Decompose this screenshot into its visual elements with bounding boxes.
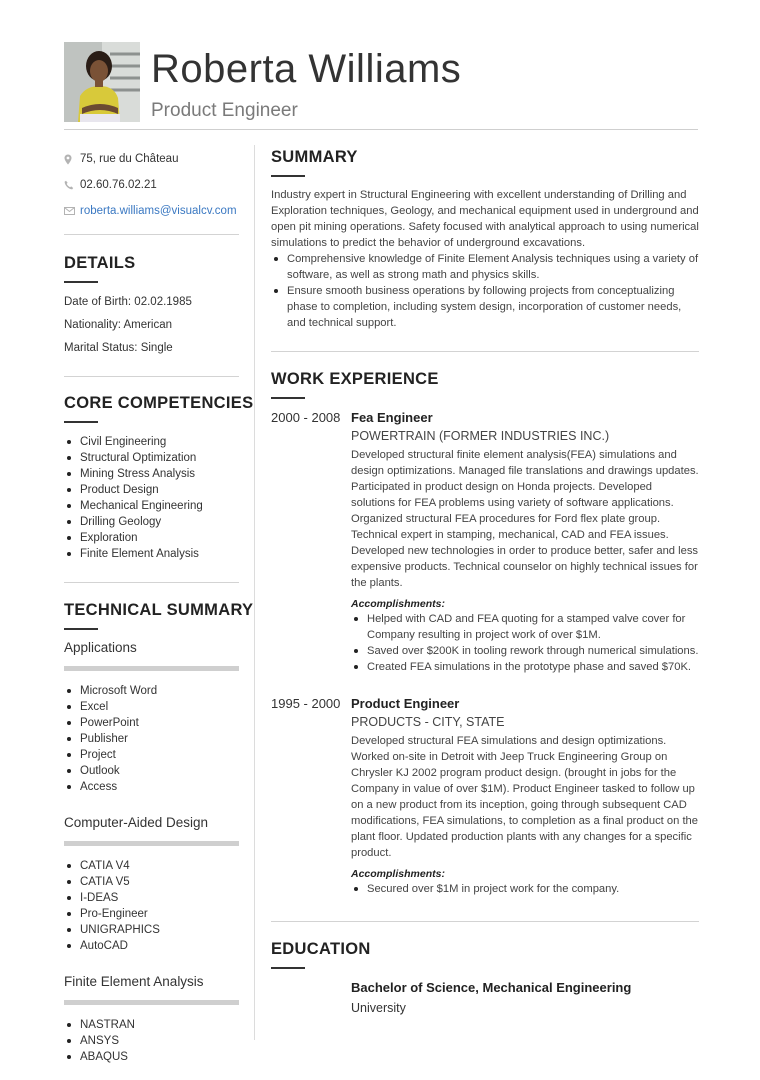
heading-underline (64, 421, 98, 423)
list-item: AutoCAD (64, 938, 239, 954)
job-description: Developed structural FEA simulations and design optimizations. Worked on-site in Detroit with Jeep Truck Engineering Group on Chrysler KJ 2002 program product design. (brought in jobs for the Company in value of over $1M). Product Engineer tasked to follow up on a new product from its inception, going through subsequent CAD modifications, FEA simulations, to completion as a final product on the plant floor. Updated production plants with any changes for a specific product. (351, 735, 698, 859)
job-entry (271, 410, 699, 675)
column-divider (254, 145, 255, 1040)
details-heading: DETAILS (64, 254, 136, 272)
phone-icon (64, 180, 80, 190)
detail-line: Date of Birth: 02.02.1985 (64, 296, 192, 308)
skill-bar (64, 841, 239, 846)
skill-group-title: Applications (64, 640, 137, 655)
details-list (64, 291, 239, 360)
list-item: Saved over $200K in tooling rework through numerical simulations. (351, 643, 699, 659)
accomplishments-label: Accomplishments: (351, 868, 445, 880)
left-divider (64, 582, 239, 583)
list-item: Drilling Geology (64, 514, 239, 530)
accomplishment-list (351, 881, 699, 897)
summary-text: Industry expert in Structural Engineering with excellent understanding of Drilling and Exploration techniques, Geology, and mechanical equipment used in underground and open pit mining operations. Safety focused with analytical approach to using numerical simulations to predict the behavior of underground excavations. (271, 189, 699, 249)
list-item: Finite Element Analysis (64, 546, 239, 562)
list-item: Microsoft Word (64, 683, 239, 699)
accomplishments-label: Accomplishments: (351, 598, 445, 610)
job-dates: 2000 - 2008 (271, 410, 341, 425)
work-experience-section (271, 370, 699, 897)
list-item: Publisher (64, 731, 239, 747)
accomplishment-list (351, 611, 699, 675)
summary-bullets (271, 251, 699, 331)
list-item: Access (64, 779, 239, 795)
job-company: POWERTRAIN (FORMER INDUSTRIES INC.) (351, 429, 610, 443)
list-item: Product Design (64, 482, 239, 498)
list-item: Comprehensive knowledge of Finite Element Analysis techniques using a variety of software, as well as strong math and physics skills. (271, 251, 699, 283)
right-column (271, 148, 699, 1015)
list-item: CATIA V4 (64, 858, 239, 874)
email-link[interactable]: roberta.williams@visualcv.com (80, 205, 237, 217)
contact-phone (64, 172, 239, 198)
job-title: Fea Engineer (351, 410, 433, 425)
list-item: Outlook (64, 763, 239, 779)
contact-address (64, 146, 239, 172)
competency-list (64, 434, 239, 562)
list-item: PowerPoint (64, 715, 239, 731)
job-dates: 1995 - 2000 (271, 696, 341, 711)
skill-group-title: Finite Element Analysis (64, 974, 204, 989)
left-divider (64, 234, 239, 235)
job-company: PRODUCTS - CITY, STATE (351, 715, 505, 729)
job-body (351, 410, 699, 675)
heading-underline (64, 281, 98, 283)
job-body (351, 696, 699, 897)
technical-summary-heading: TECHNICAL SUMMARY (64, 601, 254, 619)
list-item: Created FEA simulations in the prototype phase and saved $70K. (351, 659, 699, 675)
address-text: 75, rue du Château (80, 153, 179, 165)
technical-summary-section (64, 601, 254, 1065)
education-section (271, 940, 699, 1015)
job-title: Product Engineer (351, 696, 460, 711)
education-entry (351, 980, 699, 1015)
list-item: Excel (64, 699, 239, 715)
list-item: UNIGRAPHICS (64, 922, 239, 938)
list-item: Exploration (64, 530, 239, 546)
list-item: Civil Engineering (64, 434, 239, 450)
envelope-icon (64, 207, 80, 215)
skill-bar (64, 666, 239, 671)
right-divider (271, 351, 699, 352)
skill-list (64, 858, 239, 954)
list-item: Mechanical Engineering (64, 498, 239, 514)
details-section (64, 254, 239, 360)
left-column (64, 150, 254, 1065)
list-item: Secured over $1M in project work for the company. (351, 881, 699, 897)
summary-heading: SUMMARY (271, 148, 358, 166)
education-heading: EDUCATION (271, 940, 371, 958)
location-pin-icon (64, 154, 80, 165)
candidate-name: Roberta Williams (151, 47, 462, 91)
contact-email[interactable] (64, 198, 239, 224)
detail-line: Nationality: American (64, 319, 173, 331)
heading-underline (64, 628, 98, 630)
header-divider (64, 129, 698, 130)
profile-photo (64, 42, 140, 122)
skill-group-title: Computer-Aided Design (64, 815, 209, 830)
skill-list (64, 683, 239, 795)
job-description: Developed structural finite element analysis(FEA) simulations and design optimizations. Managed file translations and drawings updates. Participated in product design on Honda projects. Developed solutions for FEA problems using variety of software applications. Organized structural FEA procedures for Ford flex plate group. Technical expert in stamping, mechanical, CAD and FEA issues. Developed new technologies in order to produce better, safer and less expensive products. Technical counselor on highly technical issues for the plants. (351, 449, 699, 589)
list-item: ANSYS (64, 1033, 239, 1049)
list-item: Mining Stress Analysis (64, 466, 239, 482)
contact-block (64, 146, 239, 224)
list-item: Helped with CAD and FEA quoting for a stamped valve cover for Company resulting in project work of over $1M. (351, 611, 699, 643)
education-school: University (351, 1001, 406, 1015)
list-item: Ensure smooth business operations by following projects from conceptualizing phase to completion, including system design, incorporation of customer needs, and technical support. (271, 283, 699, 331)
skill-bar (64, 1000, 239, 1005)
list-item: Structural Optimization (64, 450, 239, 466)
list-item: Pro-Engineer (64, 906, 239, 922)
skill-list (64, 1017, 239, 1065)
list-item: I-DEAS (64, 890, 239, 906)
list-item: ABAQUS (64, 1049, 239, 1065)
heading-underline (271, 175, 305, 177)
profile-photo-image (64, 42, 140, 122)
core-competencies-heading: CORE COMPETENCIES (64, 394, 254, 412)
list-item: CATIA V5 (64, 874, 239, 890)
core-competencies-section (64, 394, 254, 562)
resume-header (64, 42, 698, 130)
phone-text: 02.60.76.02.21 (80, 179, 157, 191)
summary-section (271, 148, 699, 331)
left-divider (64, 376, 239, 377)
heading-underline (271, 397, 305, 399)
candidate-job-title: Product Engineer (151, 100, 298, 121)
list-item: NASTRAN (64, 1017, 239, 1033)
job-entry (271, 696, 699, 897)
work-experience-heading: WORK EXPERIENCE (271, 370, 439, 388)
detail-line: Marital Status: Single (64, 342, 173, 354)
list-item: Project (64, 747, 239, 763)
right-divider (271, 921, 699, 922)
heading-underline (271, 967, 305, 969)
education-degree: Bachelor of Science, Mechanical Engineering (351, 980, 632, 995)
